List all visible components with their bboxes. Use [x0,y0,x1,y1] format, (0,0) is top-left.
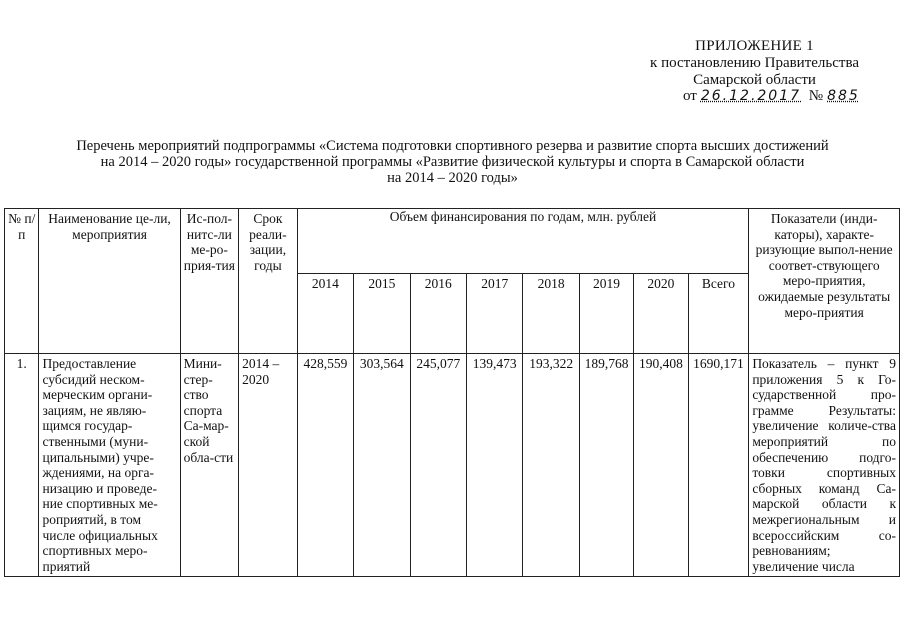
title-line-2: на 2014 – 2020 годы» государственной программы «Развитие физической культуры и спорта в Самарской области [100,154,805,170]
header-total: Всего [688,273,749,353]
row-value: 139,473 [466,354,522,577]
document-title [0,138,905,186]
header-year: 2018 [523,273,579,353]
header-year: 2016 [410,273,466,353]
header-year: 2019 [579,273,633,353]
row-value: 428,559 [297,354,353,577]
row-period: 2014 – 2020 [239,354,298,577]
row-value: 193,322 [523,354,579,577]
appendix-region: Самарской области [693,72,816,88]
row-executor: Мини-стер-ство спорта Са-мар-ской обла-сти [180,354,239,577]
header-num: № п/п [5,209,39,354]
handwritten-date: 26.12.2017 [700,88,802,104]
from-label: от [683,88,697,104]
appendix-header [650,38,859,89]
row-num: 1. [5,354,39,577]
appendix-title: ПРИЛОЖЕНИЕ 1 [695,38,814,54]
table-row [5,354,900,577]
handwritten-number: 885 [827,88,860,104]
resolution-date-number [683,88,864,105]
row-value: 303,564 [354,354,410,577]
header-funding: Объем финансирования по годам, млн. рублей [297,209,749,274]
row-value: 189,768 [579,354,633,577]
title-line-3: на 2014 – 2020 годы» [387,170,518,186]
header-year: 2020 [634,273,688,353]
header-indicators: Показатели (инди-каторы), характе-ризующие выпол-нение соответ-ствующего меро-приятия, ожидаемые результаты меро-приятия [749,209,900,354]
row-indicators: Показатель – пункт 9 приложения 5 к Го-сударственной про-грамме Результаты: увеличение количе-ства мероприятий по обеспечению подго-товки спортивных сборных команд Са-марской области к межрегиональным и всероссийским со-ревнованиям; увеличение числа [749,354,900,577]
header-name: Наименование це-ли, мероприятия [39,209,180,354]
activities-table [4,208,900,577]
header-period: Срок реали-зации, годы [239,209,298,354]
title-line-1: Перечень мероприятий подпрограммы «Система подготовки спортивного резерва и развитие спорта высших достижений [76,138,829,154]
header-year: 2017 [466,273,522,353]
appendix-subtitle: к постановлению Правительства [650,55,859,71]
row-value: 245,077 [410,354,466,577]
number-label: № [808,88,824,104]
row-value: 190,408 [634,354,688,577]
header-executor: Ис-пол-нитс-ли ме-ро-прия-тия [180,209,239,354]
row-name: Предоставление субсидий неском-мерческим органи-зациям, не являю-щимся государ-ственными (муни-ципальными) учре-ждениями, на орга-низацию и проведе-ние спортивных ме-роприятий, в том числе официальных спортивных меро-приятий [39,354,180,577]
row-total: 1690,171 [688,354,749,577]
header-year: 2014 [297,273,353,353]
header-year: 2015 [354,273,410,353]
